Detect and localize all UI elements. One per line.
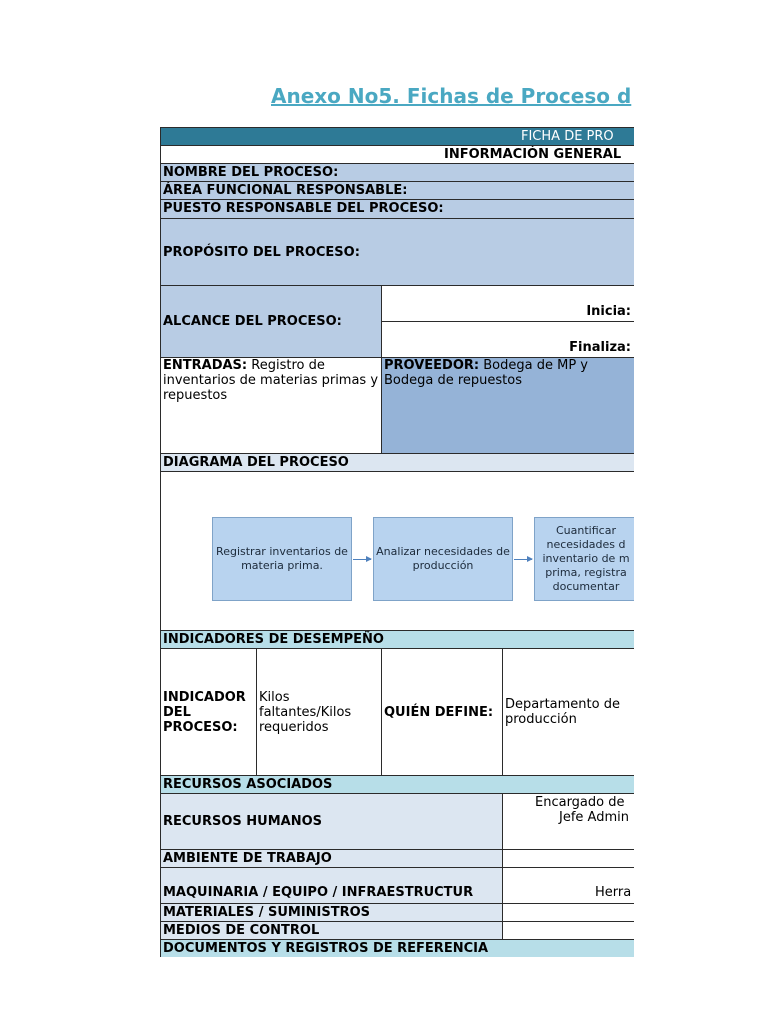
machinery-value: Herra xyxy=(595,885,632,900)
human-resources-line-2: Jefe Admin xyxy=(559,810,629,825)
responsible-post-label: PUESTO RESPONSABLE DEL PROCESO: xyxy=(163,201,444,216)
general-info-row xyxy=(160,145,634,164)
human-resources-value-cell xyxy=(502,793,634,850)
indicator-value: Kilos faltantes/Kilos requeridos xyxy=(259,689,352,735)
functional-area-row xyxy=(160,181,634,200)
sheet-header-text: FICHA DE PRO xyxy=(521,129,614,144)
process-sheet xyxy=(160,127,634,957)
responsible-post-row xyxy=(160,199,634,219)
who-defines-value: Departamento de producción xyxy=(505,697,620,727)
purpose-row xyxy=(160,218,634,286)
diagram-step-3-text: Cuantificar necesidades d inventario de m prima, registra documentar xyxy=(542,524,630,593)
human-resources-label: RECURSOS HUMANOS xyxy=(163,814,323,829)
scope-label-cell xyxy=(160,285,382,358)
scope-label: ALCANCE DEL PROCESO: xyxy=(163,314,342,329)
indicator-label-cell xyxy=(160,648,257,776)
machinery-value-cell xyxy=(502,867,634,904)
scope-starts-label: Inicia: xyxy=(586,304,631,319)
diagram-step-2 xyxy=(373,517,513,601)
scope-ends-cell xyxy=(381,321,634,358)
indicators-label: INDICADORES DE DESEMPEÑO xyxy=(163,632,384,647)
work-env-value-cell xyxy=(502,849,634,868)
resources-header-row xyxy=(160,775,634,794)
documents-label: DOCUMENTOS Y REGISTROS DE REFERENCIA xyxy=(163,941,489,956)
diagram-arrow-2 xyxy=(514,559,532,560)
diagram-step-1-text: Registrar inventarios de materia prima. xyxy=(216,545,348,572)
process-name-label: NOMBRE DEL PROCESO: xyxy=(163,165,339,180)
resources-label: RECURSOS ASOCIADOS xyxy=(163,777,333,792)
functional-area-label: ÁREA FUNCIONAL RESPONSABLE: xyxy=(163,183,408,198)
who-defines-label: QUIÉN DEFINE: xyxy=(384,704,494,720)
diagram-step-1 xyxy=(212,517,352,601)
diagram-arrow-1 xyxy=(353,559,371,560)
materials-label-cell xyxy=(160,903,503,922)
diagram-area xyxy=(160,471,634,631)
indicator-value-cell xyxy=(256,648,382,776)
scope-ends-label: Finaliza: xyxy=(569,340,631,355)
human-resources-label-cell xyxy=(160,793,503,850)
inputs-cell xyxy=(160,357,382,454)
work-env-label: AMBIENTE DE TRABAJO xyxy=(163,851,332,866)
scope-starts-cell xyxy=(381,285,634,322)
work-env-label-cell xyxy=(160,849,503,868)
general-info-label: INFORMACIÓN GENERAL xyxy=(444,147,622,162)
control-value-cell xyxy=(502,921,634,940)
indicators-header-row xyxy=(160,630,634,649)
sheet-header-band xyxy=(160,127,634,146)
machinery-label-cell xyxy=(160,867,503,904)
inputs-value: Registro de inventarios de materias primas y repuestos xyxy=(163,358,379,403)
purpose-label: PROPÓSITO DEL PROCESO: xyxy=(163,244,360,260)
supplier-value: Bodega de MP y Bodega de repuestos xyxy=(384,358,589,388)
human-resources-line-1: Encargado de xyxy=(535,795,625,810)
who-defines-value-cell xyxy=(502,648,634,776)
supplier-label: PROVEEDOR: xyxy=(384,358,480,373)
inputs-label: ENTRADAS: xyxy=(163,358,248,373)
diagram-header-row xyxy=(160,453,634,472)
control-label: MEDIOS DE CONTROL xyxy=(163,923,320,938)
documents-header-row xyxy=(160,939,634,957)
materials-label: MATERIALES / SUMINISTROS xyxy=(163,905,371,920)
machinery-label: MAQUINARIA / EQUIPO / INFRAESTRUCTUR xyxy=(163,885,474,900)
who-defines-label-cell xyxy=(381,648,503,776)
diagram-step-3 xyxy=(534,517,634,601)
process-name-row xyxy=(160,163,634,182)
materials-value-cell xyxy=(502,903,634,922)
diagram-label: DIAGRAMA DEL PROCESO xyxy=(163,455,349,470)
supplier-cell xyxy=(381,357,634,454)
control-label-cell xyxy=(160,921,503,940)
diagram-step-2-text: Analizar necesidades de producción xyxy=(376,545,510,572)
document-title: Anexo No5. Fichas de Proceso d xyxy=(271,84,632,108)
indicator-label: INDICADOR DEL PROCESO: xyxy=(163,689,246,735)
